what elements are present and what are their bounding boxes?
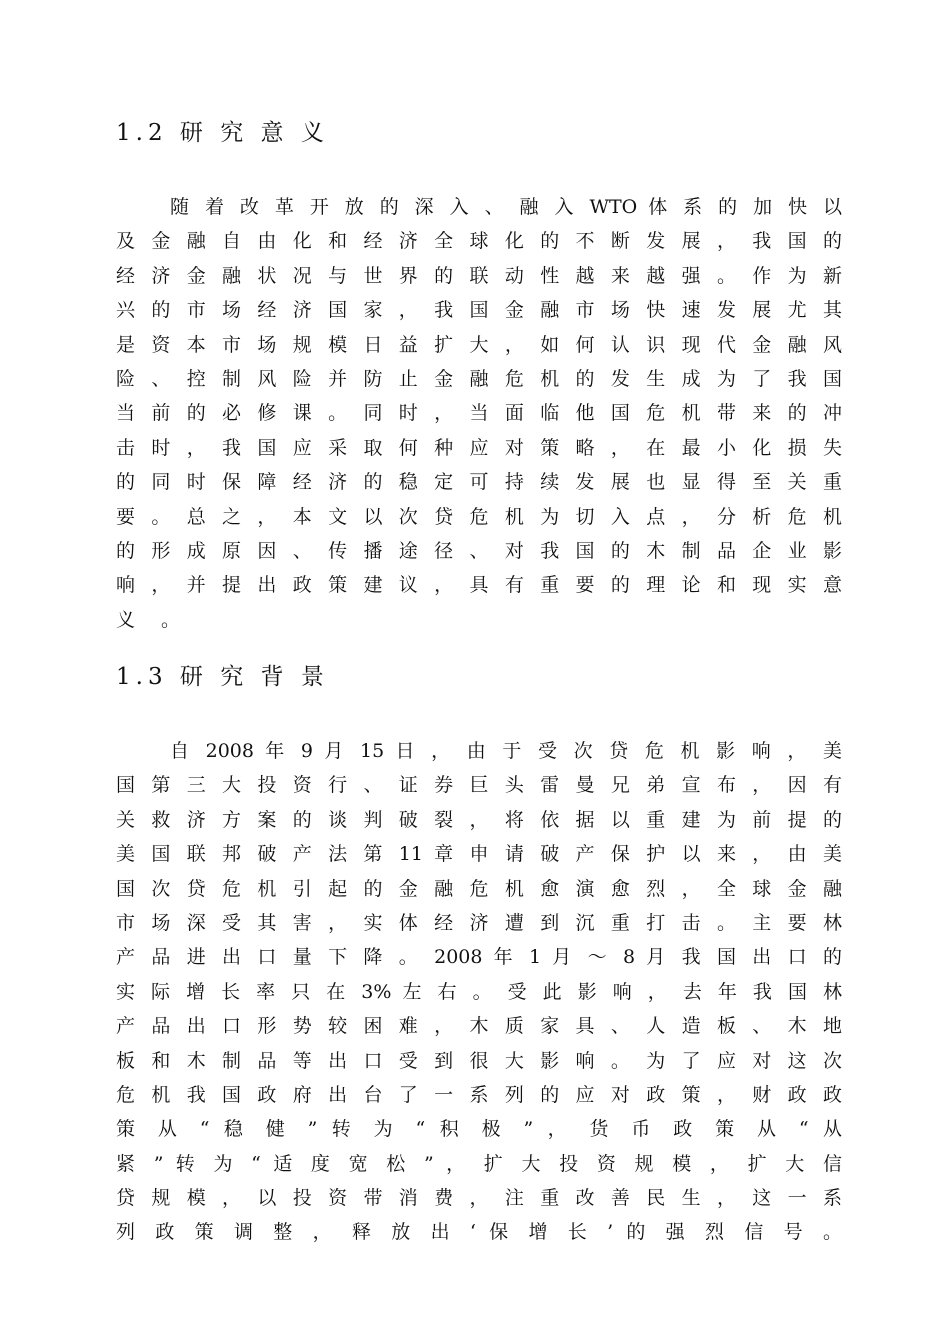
- paragraph-line: 危 机 我 国 政 府 出 台 了 一 系 列 的 应 对 政 策 ， 财 政 政: [116, 1083, 842, 1106]
- paragraph-line: 险 、 控 制 风 险 并 防 止 金 融 危 机 的 发 生 成 为 了 我 国: [116, 367, 842, 390]
- paragraph-line: 是 资 本 市 场 规 模 日 益 扩 大 ， 如 何 认 识 现 代 金 融 风: [116, 333, 842, 356]
- paragraph-line: 紧 ” 转 为 “ 适 度 宽 松 ” ， 扩 大 投 资 规 模 ， 扩 大 信: [116, 1152, 842, 1175]
- paragraph-line: 国 次 贷 危 机 引 起 的 金 融 危 机 愈 演 愈 烈 ， 全 球 金 融: [116, 877, 842, 900]
- paragraph-line: 产 品 进 出 口 量 下 降 。 2008 年 1 月 ～ 8 月 我 国 出 口 的: [116, 946, 842, 969]
- section-heading-1-3: 1.3 研 究 背 景: [116, 664, 329, 690]
- paragraph-line: 的 形 成 原 因 、 传 播 途 径 、 对 我 国 的 木 制 品 企 业 影: [116, 539, 842, 562]
- paragraph-line: 经 济 金 融 状 况 与 世 界 的 联 动 性 越 来 越 强 。 作 为 新: [116, 264, 842, 287]
- paragraph-line: 贷 规 模 ， 以 投 资 带 消 费 ， 注 重 改 善 民 生 ， 这 一 系: [116, 1187, 842, 1210]
- paragraph-line: 关 救 济 方 案 的 谈 判 破 裂 ， 将 依 据 以 重 建 为 前 提 的: [116, 808, 842, 831]
- paragraph-line: 义 。: [116, 608, 191, 631]
- paragraph-line: 及 金 融 自 由 化 和 经 济 全 球 化 的 不 断 发 展 ， 我 国 的: [116, 230, 842, 253]
- paragraph-line: 当 前 的 必 修 课 。 同 时 ， 当 面 临 他 国 危 机 带 来 的 冲: [116, 402, 842, 425]
- paragraph-line: 响 ， 并 提 出 政 策 建 议 ， 具 有 重 要 的 理 论 和 现 实 意: [116, 574, 842, 597]
- paragraph-line: 板 和 木 制 品 等 出 口 受 到 很 大 影 响 。 为 了 应 对 这 次: [116, 1049, 842, 1072]
- paragraph-line: 美 国 联 邦 破 产 法 第 11 章 申 请 破 产 保 护 以 来 ， 由 美: [116, 843, 842, 866]
- paragraph-line: 产 品 出 口 形 势 较 困 难 ， 木 质 家 具 、 人 造 板 、 木 地: [116, 1015, 842, 1038]
- paragraph-line: 击 时 ， 我 国 应 采 取 何 种 应 对 策 略 ， 在 最 小 化 损 失: [116, 436, 842, 459]
- paragraph-line: 自 2008 年 9 月 15 日 ， 由 于 受 次 贷 危 机 影 响 ， 美: [170, 740, 842, 762]
- paragraph-line: 市 场 深 受 其 害 ， 实 体 经 济 遭 到 沉 重 打 击 。 主 要 林: [116, 911, 842, 934]
- section-body-1-2: [116, 190, 842, 637]
- paragraph-line: 列 政 策 调 整 ， 释 放 出 ‘ 保 增 长 ’ 的 强 烈 信 号 。: [116, 1221, 842, 1244]
- paragraph-line: 兴 的 市 场 经 济 国 家 ， 我 国 金 融 市 场 快 速 发 展 尤 其: [116, 299, 842, 322]
- paragraph-line: 策 从 “ 稳 健 ” 转 为 “ 积 极 ” ， 货 币 政 策 从 “ 从: [116, 1118, 842, 1141]
- paragraph-line: 国 第 三 大 投 资 行 、 证 券 巨 头 雷 曼 兄 弟 宣 布 ， 因 有: [116, 774, 842, 797]
- paragraph-line: 的 同 时 保 障 经 济 的 稳 定 可 持 续 发 展 也 显 得 至 关 重: [116, 471, 842, 494]
- paragraph-line: 要 。 总 之 ， 本 文 以 次 贷 危 机 为 切 入 点 ， 分 析 危 机: [116, 505, 842, 528]
- paragraph-line: 随 着 改 革 开 放 的 深 入 、 融 入 WTO 体 系 的 加 快 以: [170, 196, 842, 218]
- section-body-1-3: [116, 734, 842, 1250]
- paragraph-line: 实 际 增 长 率 只 在 3% 左 右 。 受 此 影 响 ， 去 年 我 国 林: [116, 980, 842, 1003]
- section-heading-1-2: 1.2 研 究 意 义: [116, 120, 329, 146]
